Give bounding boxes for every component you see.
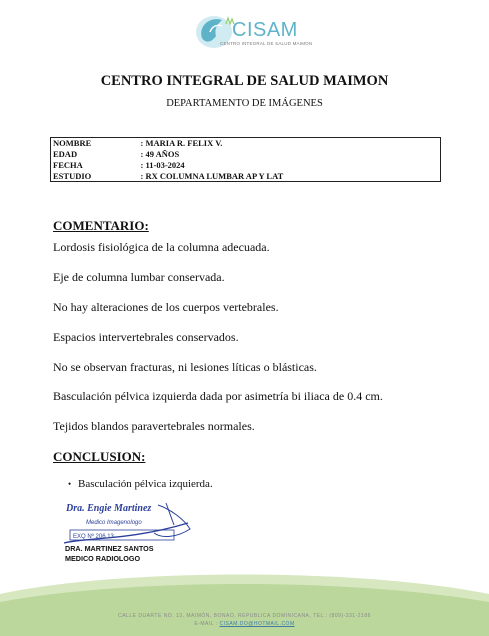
label-estudio: ESTUDIO [51, 171, 139, 182]
patient-info-table [50, 137, 441, 182]
value-fecha: : 11-03-2024 [140, 160, 185, 170]
comment-line: Eje de columna lumbar conservada. [53, 270, 225, 284]
value-nombre: : MARIA R. FELIX V. [140, 138, 223, 149]
comment-line: No se observan fracturas, ni lesiones líticas o blásticas. [53, 360, 317, 374]
table-row [51, 171, 441, 182]
table-row [51, 160, 441, 171]
comentario-heading: COMENTARIO: [53, 218, 149, 233]
doctor-name: DRA. MARTINEZ SANTOS [65, 544, 154, 553]
department-subtitle: DEPARTAMENTO DE IMÁGENES [166, 98, 323, 109]
comment-line: Basculación pélvica izquierda dada por asimetría bi iliaca de 0.4 cm. [53, 389, 383, 403]
footer-email-label: E-MAIL : [194, 621, 220, 627]
bullet-icon: • [68, 479, 72, 489]
footer-address: CALLE DUARTE NO. 13, MAIMÓN, BONAO, REPUBLICA DOMINICANA, TEL.: (809)-331-2186 [118, 613, 371, 619]
signature-stamp [58, 497, 198, 549]
conclusion-heading: CONCLUSION: [53, 449, 146, 464]
comment-line: Espacios intervertebrales conservados. [53, 330, 239, 344]
doctor-role: MEDICO RADIOLOGO [65, 554, 141, 563]
value-estudio: : RX COLUMNA LUMBAR AP Y LAT [139, 171, 441, 182]
document-title: CENTRO INTEGRAL DE SALUD MAIMON [100, 73, 389, 89]
label-nombre: NOMBRE [53, 138, 92, 149]
conclusion-item: Basculación pélvica izquierda. [78, 478, 213, 490]
comment-line: Tejidos blandos paravertebrales normales. [53, 419, 255, 433]
signature-block [65, 544, 154, 564]
stamp-exq: EXQ Nº 206 13 [73, 534, 114, 540]
logo-subtitle: CENTRO INTEGRAL DE SALUD MAIMON [220, 41, 313, 46]
logo-text: CISAM [232, 19, 298, 41]
comment-line: No hay alteraciones de los cuerpos vertebrales. [53, 300, 279, 314]
label-fecha: FECHA [53, 160, 83, 170]
value-edad: : 49 AÑOS [140, 149, 180, 159]
label-edad: EDAD [53, 149, 78, 159]
conclusion-list [68, 474, 213, 490]
stamp-name: Dra. Engie Martinez [66, 503, 152, 514]
footer-email-link[interactable]: CISAM.DO@HOTMAIL.COM [219, 621, 295, 627]
table-row [51, 138, 441, 149]
comment-line: Lordosis fisiológica de la columna adecuada. [53, 240, 270, 254]
table-row [51, 149, 441, 160]
footer-email-line [0, 621, 489, 627]
stamp-title: Medico Imagenologo [86, 520, 142, 526]
